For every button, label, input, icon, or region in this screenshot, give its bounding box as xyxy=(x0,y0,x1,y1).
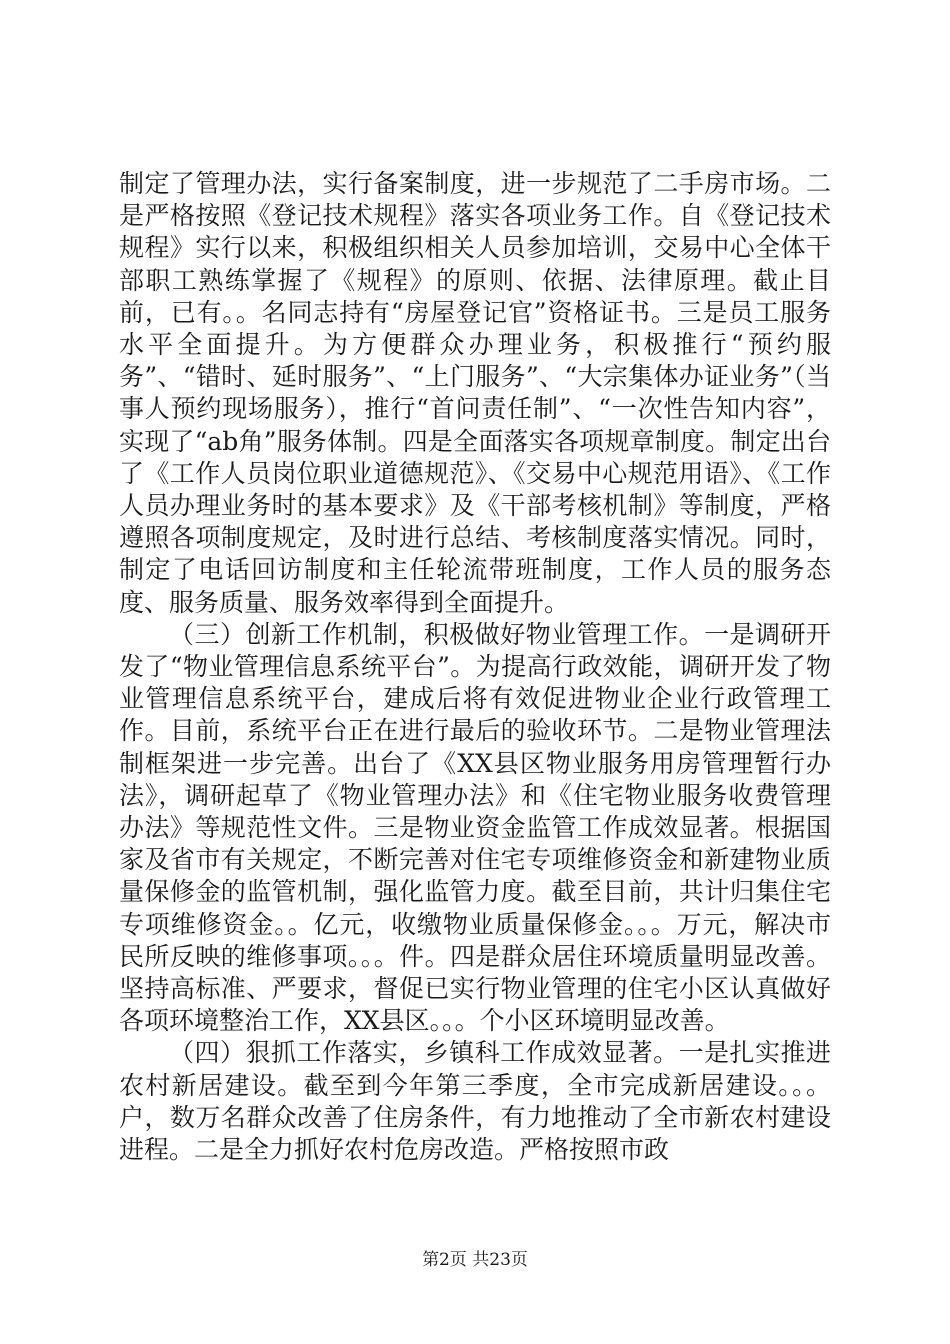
document-body xyxy=(119,168,831,1166)
paragraph-2: （三）创新工作机制，积极做好物业管理工作。一是调研开发了“物业管理信息系统平台”。为提高行政效能，调研开发了物业管理信息系统平台，建成后将有效促进物业企业行政管理工作。目前，系统平台正在进行最后的验收环节。二是物业管理法制框架进一步完善。出台了《XX县区物业服务用房管理暂行办法》，调研起草了《物业管理办法》和《住宅物业服务收费管理办法》等规范性文件。三是物业资金监管工作成效显著。根据国家及省市有关规定，不断完善对住宅专项维修资金和新建物业质量保修金的监管机制，强化监管力度。截至目前，共计归集住宅专项维修资金。。亿元，收缴物业质量保修金。。。万元，解决市民所反映的维修事项。。。件。四是群众居住环境质量明显改善。坚持高标准、严要求，督促已实行物业管理的住宅小区认真做好各项环境整治工作，XX县区。。。个小区环境明显改善。 xyxy=(119,619,831,1036)
paragraph-3: （四）狠抓工作落实，乡镇科工作成效显著。一是扎实推进农村新居建设。截至到今年第三季度，全市完成新居建设。。。户，数万名群众改善了住房条件，有力地推动了全市新农村建设进程。二是全力抓好农村危房改造。严格按照市政 xyxy=(119,1038,831,1165)
page-footer: 第2页 共23页 xyxy=(422,1250,528,1270)
paragraph-1: 制定了管理办法，实行备案制度，进一步规范了二手房市场。二是严格按照《登记技术规程》落实各项业务工作。自《登记技术规程》实行以来，积极组织相关人员参加培训，交易中心全体干部职工熟练掌握了《规程》的原则、依据、法律原理。截止目前，已有。。名同志持有“房屋登记官”资格证书。三是员工服务水平全面提升。为方便群众办理业务，积极推行“预约服务”、“错时、延时服务”、“上门服务”、“大宗集体办证业务”（当事人预约现场服务），推行“首问责任制”、“一次性告知内容”，实现了“ab角”服务体制。四是全面落实各项规章制度。制定出台了《工作人员岗位职业道德规范》、《交易中心规范用语》、《工作人员办理业务时的基本要求》及《干部考核机制》等制度，严格遵照各项制度规定，及时进行总结、考核制度落实情况。同时，制定了电话回访制度和主任轮流带班制度，工作人员的服务态度、服务质量、服务效率得到全面提升。 xyxy=(119,169,831,617)
